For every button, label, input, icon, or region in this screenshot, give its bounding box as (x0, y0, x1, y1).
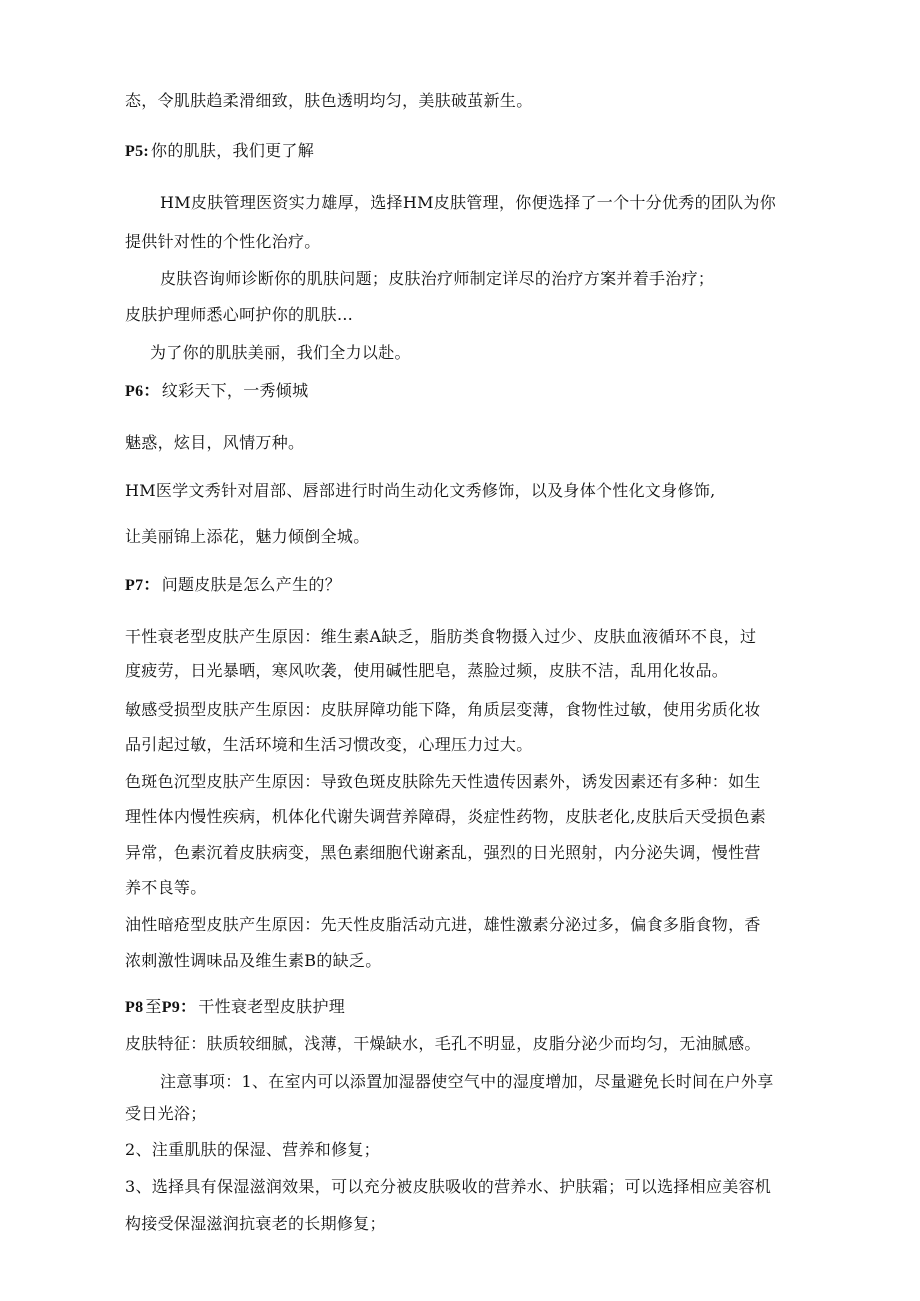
text-line: 皮肤特征：肤质较细腻，浅薄，干燥缺水，毛孔不明显，皮脂分泌少而均匀，无油腻感。 (125, 1034, 761, 1053)
section-heading-p8-p9 (125, 996, 345, 1019)
text-line: 养不良等。 (125, 878, 207, 897)
text-line: 魅惑，炫目，风情万种。 (125, 433, 305, 452)
text-line: 品引起过敏，生活环境和生活习惯改变，心理压力过大。 (125, 735, 533, 754)
text-line: 提供针对性的个性化治疗。 (125, 232, 321, 251)
text-line: 3、选择具有保湿滋润效果，可以充分被皮肤吸收的营养水、护肤霜；可以选择相应美容机 (125, 1177, 772, 1196)
heading-joiner: 至 (145, 997, 162, 1016)
text-line: 浓刺激性调味品及维生素B的缺乏。 (125, 951, 382, 970)
text-line: 构接受保湿滋润抗衰老的长期修复； (125, 1214, 386, 1233)
text-line: 度疲劳，日光暴晒，寒风吹袭，使用碱性肥皂，蒸脸过频，皮肤不洁，乱用化妆品。 (125, 661, 729, 680)
text-line: 色斑色沉型皮肤产生原因：导致色斑皮肤除先天性遗传因素外，诱发因素还有多种：如生 (125, 772, 761, 791)
text-line: 油性暗疮型皮肤产生原因：先天性皮脂活动亢进，雄性激素分泌过多，偏食多脂食物，香 (125, 915, 761, 934)
heading-text: 你的肌肤，我们更了解 (151, 141, 315, 160)
text-line: 异常，色素沉着皮肤病变，黑色素细胞代谢紊乱，强烈的日光照射，内分泌失调，慢性营 (125, 843, 761, 862)
heading-label: P8 (125, 999, 144, 1016)
text-line: 皮肤护理师悉心呵护你的肌肤… (125, 305, 354, 324)
text-line: 干性衰老型皮肤产生原因：维生素A缺乏，脂肪类食物摄入过少、皮肤血液循环不良，过 (125, 627, 757, 646)
section-heading-p5 (125, 140, 314, 163)
heading-text: 问题皮肤是怎么产生的？ (161, 575, 341, 594)
text-line: 皮肤咨询师诊断你的肌肤问题；皮肤治疗师制定详尽的治疗方案并着手治疗； (160, 269, 715, 288)
text-line: 理性体内慢性疾病，机体化代谢失调营养障碍，炎症性药物，皮肤老化,皮肤后天受损色素 (125, 807, 767, 826)
heading-text: 干性衰老型皮肤护理 (198, 997, 346, 1016)
text-line: 注意事项：1、在室内可以添置加湿器使空气中的湿度增加，尽量避免长时间在户外享 (160, 1072, 774, 1091)
heading-label: P5: (125, 143, 150, 160)
text-line: HM医学文秀针对眉部、唇部进行时尚生动化文秀修饰，以及身体个性化文身修饰, (125, 481, 716, 500)
text-line: 为了你的肌肤美丽，我们全力以赴。 (150, 343, 411, 362)
text-line: 敏感受损型皮肤产生原因：皮肤屏障功能下降，角质层变薄，食物性过敏，使用劣质化妆 (125, 700, 761, 719)
text-line: 受日光浴； (125, 1104, 207, 1123)
heading-label: P9： (161, 999, 197, 1016)
text-line: HM皮肤管理医资实力雄厚，选择HM皮肤管理，你便选择了一个十分优秀的团队为你 (160, 193, 777, 212)
section-heading-p6 (125, 380, 308, 403)
text-line: 态，令肌肤趋柔滑细致，肤色透明均匀，美肤破茧新生。 (125, 91, 533, 110)
section-heading-p7 (125, 574, 341, 597)
text-line: 2、注重肌肤的保湿、营养和修复； (125, 1140, 380, 1159)
heading-text: 纹彩天下，一秀倾城 (161, 381, 309, 400)
text-line: 让美丽锦上添花，魅力倾倒全城。 (125, 527, 370, 546)
heading-label: P7： (125, 577, 160, 594)
heading-label: P6： (125, 383, 160, 400)
